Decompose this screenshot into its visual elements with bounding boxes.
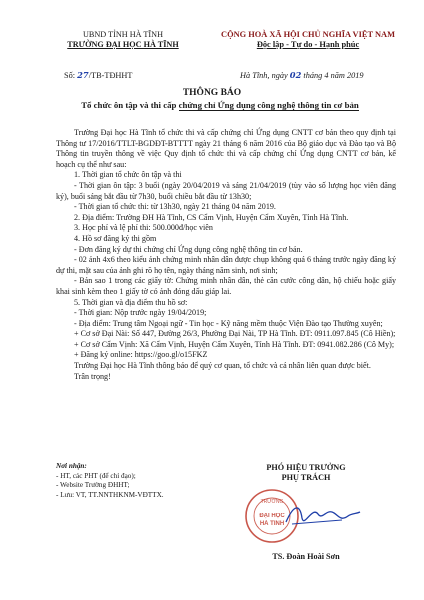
recipient-item: - Website Trường ĐHHT; [56, 481, 130, 490]
section-3-fee: 3. Học phí và lệ phí thi: 500.000đ/học viên [74, 223, 213, 233]
stamp-text-mid: ĐẠI HỌC [259, 513, 285, 519]
document-date [240, 70, 364, 80]
intro-paragraph: Trường Đại học Hà Tĩnh tổ chức thi và cấp chứng chỉ Ứng dụng CNTT cơ bản theo quy định tại Thông tư 17/2016/TTLT-BGDĐT-BTTTT ngày 21 tháng 6 năm 2016 của Bộ giáo dục và Đào tạo và Bộ Thông tin truyền thông về việc Quy định tổ chức thi và cấp chứng chỉ Ứng dụng CNTT cơ bản, kế hoạch cụ thể như sau: [56, 128, 396, 169]
section-1-review-time: - Thời gian ôn tập: 3 buổi (ngày 20/04/2019 và sáng 21/04/2019 (tùy vào số lượng học viên đăng ký), buổi sáng bắt đầu từ 7h30, buổi chiều bắt đầu từ 13h30; [56, 180, 396, 201]
section-5-online-registration: + Đăng ký online: https://goo.gl/o15FKZ [74, 350, 208, 360]
handwritten-signature [282, 500, 362, 530]
section-5-venue: - Địa điểm: Trung tâm Ngoại ngữ - Tin học - Kỹ năng mềm thuộc Viện Đào tạo Thường xuyên; [74, 318, 383, 328]
stamp-text-top: TRƯỜNG [260, 499, 284, 505]
doc-no-suffix: /TB-TĐHHT [88, 71, 133, 80]
subtitle-underlined: chứng chỉ Ứng dụng công nghệ thông tin cơ bản [178, 100, 359, 110]
subtitle-part-1: Tổ chức ôn tập và thi cấp [81, 100, 179, 110]
issuing-organization [48, 30, 198, 50]
section-5-cam-vinh: + Cơ sở Cẩm Vịnh: Xã Cẩm Vịnh, Huyện Cẩm Xuyên, Tỉnh Hà Tĩnh. ĐT: 0941.082.286 (Cô My); [74, 339, 395, 349]
document-number [64, 70, 133, 80]
org-line-1: UBND TỈNH HÀ TĨNH [83, 30, 163, 39]
section-1-exam-time: - Thời gian tổ chức thi: từ 13h30, ngày 21 tháng 04 năm 2019. [74, 202, 276, 212]
stamp-text-bottom: HÀ TĨNH [259, 521, 285, 527]
national-header [208, 30, 408, 50]
signature-title-block [236, 463, 376, 483]
country-line: CỘNG HOÀ XÃ HỘI CHỦ NGHĨA VIỆT NAM [221, 30, 395, 39]
section-5-dai-nai: + Cơ sở Đại Nài: Số 447, Đường 26/3, Phường Đại Nài, TP Hà Tĩnh. ĐT: 0911.097.845 (Cô Hiền); [74, 329, 396, 339]
signer-title-1: PHÓ HIỆU TRƯỞNG [266, 463, 346, 472]
recipients-label: Nơi nhận: [56, 462, 87, 470]
document-title: THÔNG BÁO [182, 88, 242, 98]
doc-no-handwritten: 27 [77, 70, 89, 80]
recipient-item: - Lưu: VT, TT.NNTHKNM-VĐTTX. [56, 490, 164, 499]
thanks-line: Trân trọng! [74, 371, 111, 381]
document-subtitle [50, 100, 390, 110]
closing-paragraph: Trường Đại học Hà Tĩnh thông báo để quý cơ quan, tổ chức và cá nhân liên quan được biết. [74, 361, 371, 371]
recipient-item: - HT, các PHT (để chỉ đạo); [56, 471, 136, 480]
section-4-heading: 4. Hồ sơ đăng ký thi gồm [74, 233, 157, 243]
document-body [56, 128, 396, 382]
recipients-block [56, 462, 164, 500]
national-motto: Độc lập - Tự do - Hạnh phúc [256, 40, 360, 49]
date-suffix: tháng 4 năm 2019 [303, 71, 364, 80]
org-line-2: TRƯỜNG ĐẠI HỌC HÀ TĨNH [67, 40, 179, 49]
section-4-id-copy: - Bản sao 1 trong các giấy tờ: Chứng minh nhân dân, thẻ căn cước công dân, hộ chiếu hoặc giấy khai sinh kèm theo 1 giấy tờ có ảnh đóng dấu giáp lai. [56, 276, 396, 296]
date-prefix: Hà Tĩnh, ngày [240, 71, 288, 80]
section-1-heading: 1. Thời gian tổ chức ôn tập và thi [74, 170, 182, 180]
signer-title-2: PHỤ TRÁCH [281, 473, 331, 482]
signer-name: TS. Đoàn Hoài Sơn [272, 552, 340, 561]
section-4-form: - Đơn đăng ký dự thi chứng chỉ Ứng dụng công nghệ thông tin cơ bản. [74, 244, 303, 254]
section-5-deadline: - Thời gian: Nộp trước ngày 19/04/2019; [74, 308, 207, 318]
section-5-heading: 5. Thời gian và địa điểm thu hồ sơ: [74, 297, 188, 307]
doc-no-prefix: Số: [64, 71, 76, 80]
section-4-photos: - 02 ảnh 4x6 theo kiểu ảnh chứng minh nhân dân được chụp không quá 6 tháng trước ngày đăng ký dự thi, mặt sau của ảnh ghi rõ họ tên, ngày tháng năm sinh, nơi sinh; [56, 255, 396, 275]
section-2-location: 2. Địa điểm: Trường ĐH Hà Tĩnh, CS Cẩm Vịnh, Huyện Cẩm Xuyên, Tỉnh Hà Tĩnh. [74, 212, 349, 222]
date-day-handwritten: 02 [289, 70, 302, 80]
